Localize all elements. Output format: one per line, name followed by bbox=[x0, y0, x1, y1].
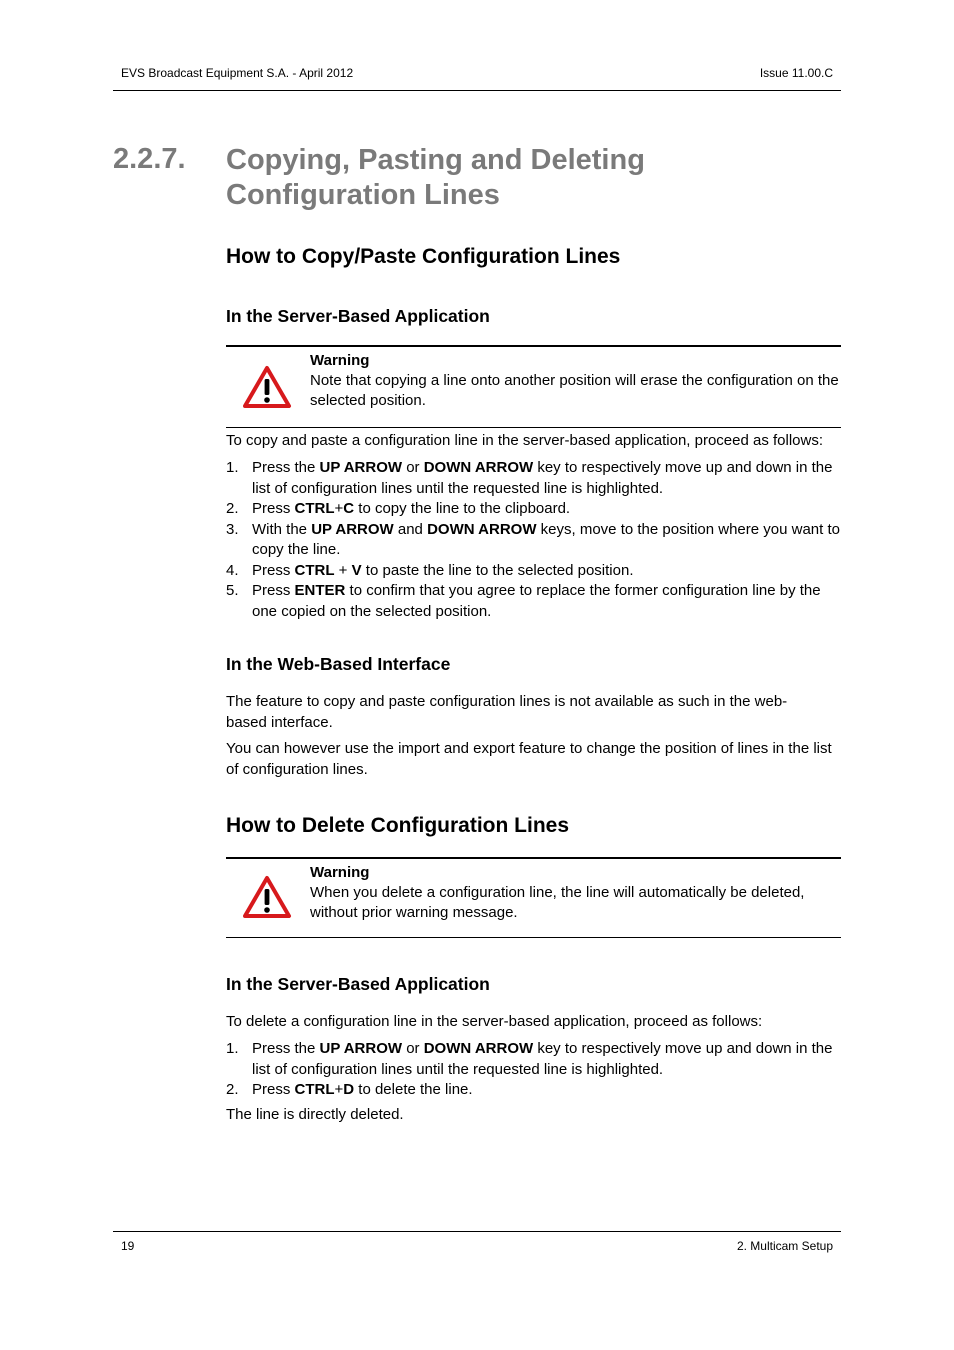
step-key: C bbox=[343, 500, 355, 517]
step-text: + bbox=[334, 500, 344, 517]
warning-text-block bbox=[310, 351, 840, 411]
step-number: 5. bbox=[226, 582, 239, 599]
warning-message: When you delete a configuration line, the line will automatically be deleted, without prior warning message. bbox=[310, 884, 805, 921]
list-item bbox=[226, 1080, 841, 1101]
step-key: D bbox=[343, 1081, 355, 1098]
step-key: ENTER bbox=[294, 582, 346, 599]
step-key: UP ARROW bbox=[319, 459, 403, 476]
warning-text-block bbox=[310, 863, 840, 923]
copy-paste-heading: How to Copy/Paste Configuration Lines bbox=[226, 245, 621, 268]
step-number: 2. bbox=[226, 500, 239, 517]
step-key: V bbox=[351, 561, 362, 579]
warning-box-copy bbox=[226, 345, 841, 428]
step-text: Press the bbox=[252, 459, 320, 476]
delete-outro: The line is directly deleted. bbox=[226, 1106, 404, 1123]
footer-chapter: 2. Multicam Setup bbox=[736, 1239, 833, 1253]
footer-divider bbox=[113, 1231, 841, 1232]
step-text: + bbox=[334, 1081, 344, 1098]
step-text: Press bbox=[252, 582, 295, 599]
step-text: keys, move to the position where you want to copy the line. bbox=[252, 520, 840, 558]
header-divider bbox=[113, 90, 841, 91]
list-item bbox=[226, 1039, 841, 1080]
list-item bbox=[226, 581, 841, 622]
step-text: or bbox=[402, 459, 424, 476]
page-number: 19 bbox=[121, 1239, 135, 1253]
header-issue: Issue 11.00.C bbox=[759, 66, 833, 80]
step-text: Press bbox=[252, 1081, 295, 1098]
step-number: 1. bbox=[226, 459, 239, 476]
step-key: CTRL bbox=[294, 500, 335, 517]
step-key: DOWN ARROW bbox=[423, 1040, 534, 1057]
section-number: 2.2.7. bbox=[113, 143, 186, 175]
delete-intro: To delete a configuration line in the server-based application, proceed as follows: bbox=[226, 1013, 763, 1030]
list-item bbox=[226, 561, 841, 582]
step-key: CTRL bbox=[294, 561, 335, 579]
step-text: key to respectively move up and down in the list of configuration lines until the requested line is highlighted. bbox=[252, 1040, 833, 1078]
step-key: DOWN ARROW bbox=[427, 520, 537, 538]
list-item bbox=[226, 499, 841, 520]
step-key: CTRL bbox=[294, 1081, 335, 1098]
step-text: Press bbox=[252, 561, 295, 579]
list-item bbox=[226, 520, 841, 561]
step-text: Press bbox=[252, 500, 295, 517]
header-company-date: EVS Broadcast Equipment S.A. - April 2012 bbox=[121, 66, 354, 80]
step-text: to confirm that you agree to replace the former configuration line by the one copied on the selected position. bbox=[252, 582, 821, 620]
copy-server-heading: In the Server-Based Application bbox=[226, 306, 490, 326]
step-text: to delete the line. bbox=[354, 1081, 473, 1098]
warning-message: Note that copying a line onto another position will erase the configuration on the selected position. bbox=[310, 372, 839, 409]
step-number: 3. bbox=[226, 520, 239, 538]
copy-web-heading: In the Web-Based Interface bbox=[226, 654, 451, 674]
warning-box-delete bbox=[226, 857, 841, 938]
step-text: + bbox=[334, 561, 352, 579]
step-text: to copy the line to the clipboard. bbox=[354, 500, 571, 517]
step-text: With the bbox=[252, 520, 312, 538]
step-key: UP ARROW bbox=[311, 520, 394, 538]
copy-steps-list bbox=[226, 458, 841, 622]
step-text: key to respectively move up and down in the list of configuration lines until the requested line is highlighted. bbox=[252, 459, 833, 497]
warning-triangle-icon bbox=[242, 365, 292, 409]
step-key: DOWN ARROW bbox=[423, 459, 534, 476]
step-text: and bbox=[393, 520, 428, 538]
copy-intro: To copy and paste a configuration line in the server-based application, proceed as follows: bbox=[226, 432, 824, 449]
step-number: 1. bbox=[226, 1040, 239, 1057]
step-text: or bbox=[402, 1040, 424, 1057]
copy-web-paragraph-1: The feature to copy and paste configuration lines is not available as such in the web-based interface. bbox=[226, 693, 788, 731]
step-text: to paste the line to the selected position. bbox=[361, 561, 634, 579]
step-key: UP ARROW bbox=[319, 1040, 403, 1057]
step-number: 2. bbox=[226, 1081, 239, 1098]
warning-title: Warning bbox=[310, 352, 370, 369]
warning-title: Warning bbox=[310, 864, 370, 881]
copy-web-paragraph-2: You can however use the import and export feature to change the position of lines in the list of configuration lines. bbox=[226, 740, 832, 778]
delete-server-heading: In the Server-Based Application bbox=[226, 974, 490, 994]
list-item bbox=[226, 458, 841, 499]
step-text: Press the bbox=[252, 1040, 320, 1057]
section-title: Copying, Pasting and Deleting Configuration Lines bbox=[226, 144, 645, 211]
warning-triangle-icon bbox=[242, 875, 292, 919]
delete-steps-list bbox=[226, 1039, 841, 1101]
delete-heading: How to Delete Configuration Lines bbox=[226, 814, 570, 837]
step-number: 4. bbox=[226, 561, 239, 579]
